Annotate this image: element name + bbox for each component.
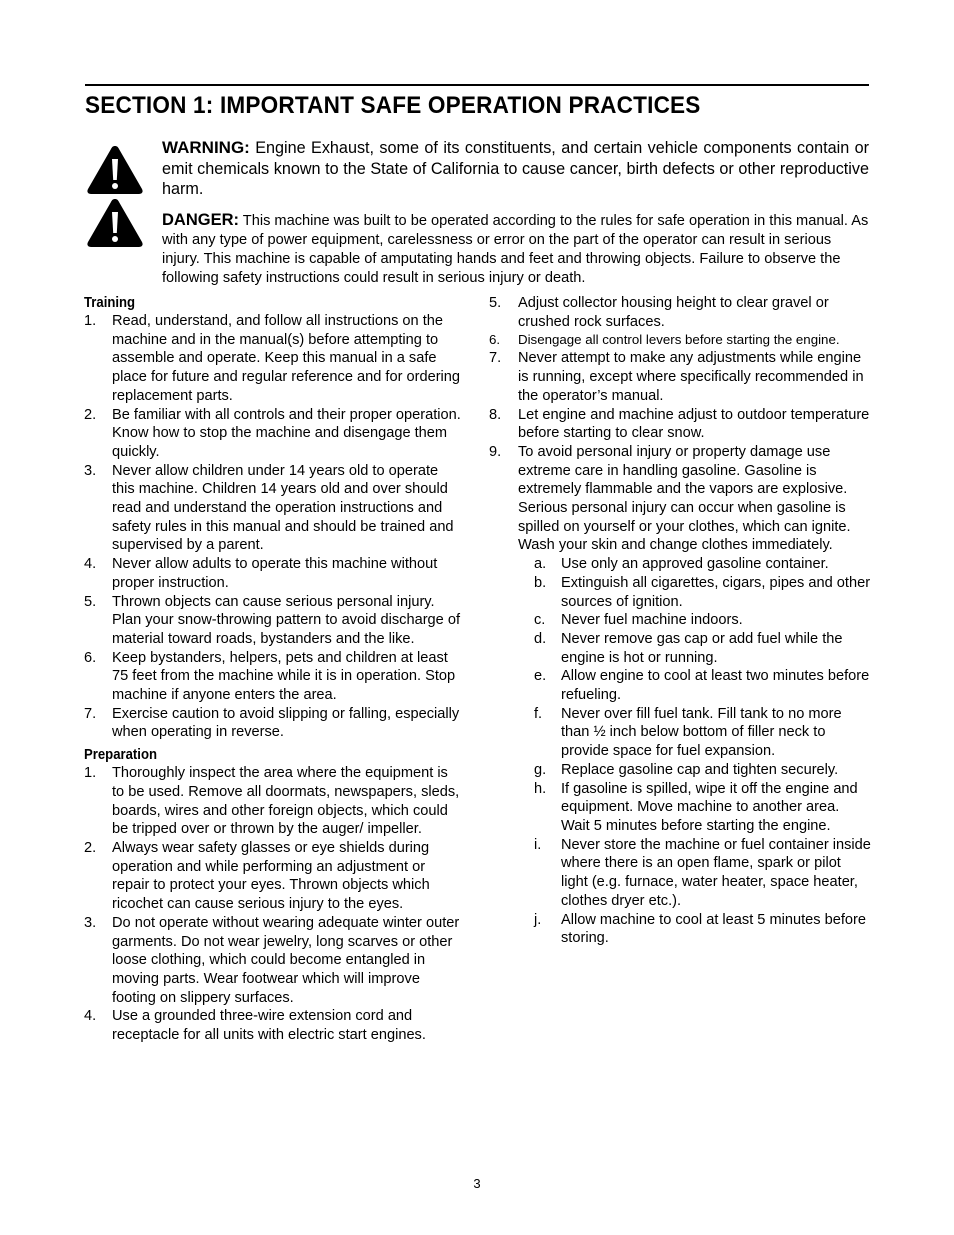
sub-list-item [518, 667, 871, 704]
danger-notice [162, 211, 869, 288]
item-number: 9. [489, 443, 502, 460]
section-title: SECTION 1: IMPORTANT SAFE OPERATION PRACTICES [85, 92, 701, 119]
item-number: 5. [84, 593, 97, 610]
list-item [84, 1007, 464, 1044]
sub-item-letter: b. [534, 574, 547, 591]
list-item [489, 294, 871, 331]
warning-triangle-icon [86, 145, 144, 195]
warning-text: Engine Exhaust, some of its constituents, and certain vehicle components contain or emit chemicals known to the State of California to cause cancer, birth defects or other reproductive harm. [162, 139, 869, 199]
sub-item-letter: f. [534, 705, 543, 722]
sub-list-item [518, 630, 871, 667]
item-number: 7. [84, 705, 97, 722]
list-item [84, 555, 464, 592]
item-number: 1. [84, 765, 97, 782]
sub-item-letter: c. [534, 612, 546, 629]
sub-list-item [518, 574, 871, 611]
right-column [489, 294, 871, 948]
sub-list-item [518, 836, 871, 911]
item-number: 5. [489, 295, 502, 311]
list-item [84, 462, 464, 556]
item-text: Exercise caution to avoid slipping or falling, especially when operating in reverse. [112, 705, 460, 741]
sub-item-letter: j. [534, 911, 542, 928]
warning-label: WARNING: [162, 138, 250, 157]
item-number: 2. [84, 839, 97, 856]
gasoline-sublist [518, 555, 871, 948]
item-text: Disengage all control levers before starting the engine. [518, 332, 840, 348]
item-text: Adjust collector housing height to clear gravel or crushed rock surfaces. [518, 295, 829, 330]
list-item [84, 839, 464, 914]
item-text: Never allow adults to operate this machine without proper instruction. [112, 556, 438, 591]
list-item [489, 331, 871, 349]
item-number: 3. [84, 914, 97, 931]
item-text: Be familiar with all controls and their proper operation. Know how to stop the machine and disengage them quickly. [112, 406, 461, 460]
sub-list-item [518, 780, 871, 836]
training-list [84, 312, 464, 742]
list-item [84, 312, 464, 406]
sub-item-letter: e. [534, 668, 547, 685]
sub-item-text: Never remove gas cap or add fuel while the engine is hot or running. [561, 630, 843, 666]
item-text: Never allow children under 14 years old to operate this machine. Children 14 years old and over should read and understand the operation instructions and safety rules in this manual and should be trained and supervised by a parent. [112, 462, 454, 554]
sub-list-item [518, 705, 871, 761]
sub-item-letter: g. [534, 761, 547, 778]
item-number: 4. [84, 1008, 97, 1025]
item-text: Thoroughly inspect the area where the equipment is to be used. Remove all doormats, newspapers, sleds, boards, wires and other foreign objects, which could be tripped over or thrown by the auger/ impeller. [112, 765, 460, 838]
item-text: Keep bystanders, helpers, pets and children at least 75 feet from the machine while it is in operation. Stop machine if anyone enters the area. [112, 649, 456, 704]
item-text: Read, understand, and follow all instructions on the machine and in the manual(s) before attempting to assemble and operate. Keep this manual in a safe place for future and regular reference and for ordering replacement parts. [112, 313, 461, 404]
item-text: Never attempt to make any adjustments while engine is running, except where specifically recommended in the operator’s manual. [518, 350, 864, 404]
sub-item-text: Allow machine to cool at least 5 minutes before storing. [561, 911, 867, 947]
page-number: 3 [473, 1176, 481, 1191]
sub-item-letter: d. [534, 630, 547, 647]
item-number: 6. [84, 649, 97, 666]
list-item [489, 406, 871, 443]
training-heading: Training [84, 295, 136, 311]
sub-item-text: Use only an approved gasoline container. [561, 556, 829, 573]
danger-triangle-icon [86, 198, 144, 248]
list-item [84, 764, 464, 839]
danger-label: DANGER: [162, 211, 239, 229]
sub-list-item [518, 611, 871, 630]
item-number: 2. [84, 406, 97, 423]
preparation-heading: Preparation [84, 747, 157, 764]
warning-notice [162, 138, 869, 200]
item-text: Do not operate without wearing adequate winter outer garments. Do not wear jewelry, long scarves or other loose clothing, which could become entangled in moving parts. Wear footwear which will improve footing on slippery surfaces. [112, 914, 460, 1006]
sub-item-text: Never over fill fuel tank. Fill tank to no more than ½ inch below bottom of filler neck to provide space for fuel expansion. [561, 705, 842, 760]
sub-list-item [518, 555, 871, 574]
left-column [84, 294, 464, 1045]
list-item [489, 349, 871, 405]
sub-item-text: Extinguish all cigarettes, cigars, pipes and other sources of ignition. [561, 574, 871, 610]
sub-list-item [518, 911, 871, 948]
sub-item-text: Never fuel machine indoors. [561, 612, 743, 629]
sub-item-text: If gasoline is spilled, wipe it off the engine and equipment. Move machine to another area. Wait 5 minutes before starting the engine. [561, 780, 858, 834]
sub-item-letter: h. [534, 780, 547, 797]
item-text: To avoid personal injury or property damage use extreme care in handling gasoline. Gasoline is extremely flammable and the vapors are explosive. Serious personal injury can occur when gasoline is spilled on yourself or your clothes, which can ignite. Wash your skin and change clothes immediately. [518, 443, 851, 554]
sub-item-letter: i. [534, 836, 542, 853]
sub-item-text: Never store the machine or fuel container inside where there is an open flame, spark or pilot light (e.g. furnace, water heater, space heater, clothes dryer etc.). [561, 836, 871, 909]
item-text: Use a grounded three-wire extension cord and receptacle for all units with electric start engines. [112, 1008, 426, 1044]
list-item [84, 593, 464, 649]
sub-item-text: Replace gasoline cap and tighten securely. [561, 761, 839, 778]
preparation-list [84, 764, 464, 1045]
sub-item-text: Allow engine to cool at least two minutes before refueling. [561, 668, 870, 704]
item-text: Always wear safety glasses or eye shields during operation and while performing an adjustment or repair to protect your eyes. Thrown objects which ricochet can cause serious injury to the eyes. [112, 839, 430, 913]
danger-text: This machine was built to be operated according to the rules for safe operation in this manual. As with any type of power equipment, carelessness or error on the part of the operator can result in serious injury. This machine is capable of amputating hands and feet and throwing objects. Failure to observe the following safety instructions could result in serious injury or death. [162, 213, 869, 286]
item-number: 1. [84, 313, 97, 329]
item-text: Thrown objects can cause serious personal injury. Plan your snow-throwing pattern to avoid discharge of material toward roads, bystanders and the like. [112, 593, 461, 647]
item-number: 8. [489, 406, 502, 423]
sub-list-item [518, 761, 871, 780]
list-item [84, 705, 464, 742]
item-text: Let engine and machine adjust to outdoor temperature before starting to clear snow. [518, 406, 870, 442]
item-number: 6. [489, 332, 501, 348]
item-number: 7. [489, 350, 502, 367]
list-item [84, 914, 464, 1008]
list-item [84, 649, 464, 705]
list-item [489, 443, 871, 948]
list-item [84, 406, 464, 462]
item-number: 3. [84, 462, 97, 479]
item-number: 4. [84, 556, 97, 573]
sub-item-letter: a. [534, 556, 547, 573]
preparation-list-continued [489, 294, 871, 948]
top-rule [85, 84, 869, 86]
